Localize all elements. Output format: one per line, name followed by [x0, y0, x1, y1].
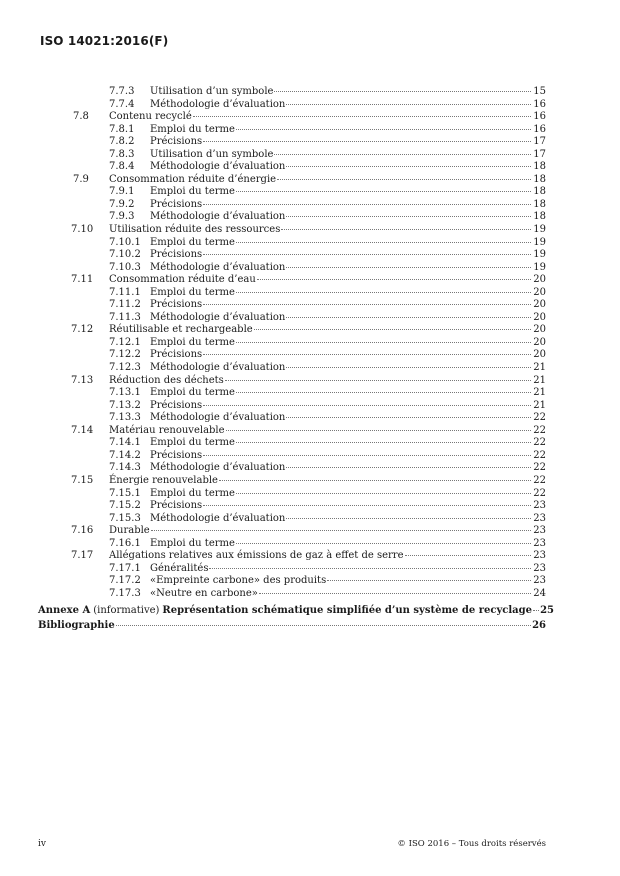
toc-entry-page-number: 22 [533, 462, 546, 474]
toc-entry[interactable] [38, 199, 546, 212]
toc-entry-title: Précisions [150, 299, 203, 311]
toc-entry-number: 7.13.1 [109, 387, 141, 399]
dot-leader [203, 204, 531, 205]
toc-entry-number: 7.15.2 [109, 500, 141, 512]
toc-entry-number: 7.13 [71, 374, 94, 386]
toc-entry-page-number: 20 [533, 349, 546, 361]
toc-entry-title: Méthodologie d’évaluation [150, 462, 286, 474]
toc-entry[interactable] [38, 588, 546, 601]
toc-entry-title: Précisions [150, 500, 203, 512]
dot-leader [203, 505, 531, 506]
dot-leader [236, 493, 531, 494]
toc-entry-page-number: 22 [533, 437, 546, 449]
dot-leader [259, 593, 531, 594]
toc-entry-number: 7.7.3 [109, 86, 135, 97]
toc-entry-title: Consommation réduite d’eau [109, 274, 256, 286]
dot-leader [236, 292, 531, 293]
toc-entry-page-number: 19 [533, 224, 546, 236]
toc-entry-title: Méthodologie d’évaluation [150, 412, 286, 424]
dot-leader [209, 568, 531, 569]
table-of-contents [38, 86, 554, 634]
toc-entry-page-number: 21 [533, 374, 546, 386]
toc-entry-title: Emploi du terme [150, 487, 235, 499]
toc-entry-page-number: 19 [533, 261, 546, 273]
dot-leader [203, 455, 531, 456]
document-id-header: ISO 14021:2016(F) [40, 34, 169, 48]
toc-entry-title: Méthodologie d’évaluation [150, 211, 286, 223]
toc-entry-title: Emploi du terme [150, 437, 235, 449]
toc-entry-number: 7.11.1 [109, 286, 141, 298]
toc-entry[interactable] [38, 538, 546, 551]
toc-entry-page-number: 21 [533, 362, 546, 374]
toc-entry-title: Précisions [150, 349, 203, 361]
dot-leader [533, 610, 539, 611]
toc-entry[interactable] [38, 563, 546, 576]
toc-entry[interactable] [38, 149, 546, 162]
toc-entry-page-number: 18 [533, 186, 546, 198]
toc-entry-title: Précisions [150, 449, 203, 461]
toc-entry-page-number: 23 [533, 562, 546, 574]
dot-leader [254, 329, 531, 330]
toc-entry-number: 7.13.2 [109, 399, 141, 411]
dot-leader [219, 480, 531, 481]
toc-entry[interactable] [38, 287, 546, 300]
toc-entry[interactable] [38, 237, 546, 250]
toc-entry-number: 7.10 [71, 224, 94, 236]
toc-entry-title: Réduction des déchets [109, 374, 224, 386]
toc-entry-number: 7.8.3 [109, 148, 135, 160]
toc-entry[interactable] [38, 575, 546, 588]
toc-entry[interactable] [38, 124, 546, 137]
toc-entry[interactable] [38, 550, 546, 563]
toc-entry-number: 7.14.3 [109, 462, 141, 474]
toc-entry-page-number: 16 [533, 111, 546, 123]
toc-entry-number: 7.8.1 [109, 123, 135, 135]
toc-entry-page-number: 22 [533, 424, 546, 436]
dot-leader [203, 304, 531, 305]
toc-entry-number: 7.16 [71, 525, 94, 537]
annex-page-number: 25 [540, 605, 554, 617]
toc-entry-number: 7.12.2 [109, 349, 141, 361]
dot-leader [274, 154, 531, 155]
dot-leader [286, 104, 531, 105]
toc-entry-title: Emploi du terme [150, 286, 235, 298]
toc-entry-number: 7.7.4 [109, 98, 135, 110]
toc-entry-number: 7.10.1 [109, 236, 141, 248]
toc-entry[interactable] [38, 513, 546, 526]
toc-entry-title: Énergie renouvelable [109, 474, 218, 486]
toc-entry[interactable] [38, 174, 546, 187]
toc-entry-number: 7.9.1 [109, 186, 135, 198]
toc-entry-title: Précisions [150, 249, 203, 261]
toc-entry-number: 7.17 [71, 550, 94, 562]
toc-entry[interactable] [38, 387, 546, 400]
dot-leader [286, 518, 531, 519]
toc-entry-title: Emploi du terme [150, 236, 235, 248]
toc-entry-title: Méthodologie d’évaluation [150, 311, 286, 323]
toc-entry-number: 7.12.3 [109, 362, 141, 374]
dot-leader [286, 317, 531, 318]
toc-entry-number: 7.17.1 [109, 562, 141, 574]
dot-leader [116, 625, 531, 626]
toc-entry-page-number: 15 [533, 86, 546, 97]
toc-entry-page-number: 20 [533, 311, 546, 323]
toc-entry[interactable] [38, 450, 546, 463]
toc-entry-page-number: 16 [533, 123, 546, 135]
toc-entry-page-number: 17 [533, 148, 546, 160]
toc-entry[interactable] [38, 262, 546, 275]
toc-entry[interactable] [38, 324, 546, 337]
toc-entry-page-number: 23 [533, 512, 546, 524]
toc-entry-page-number: 23 [533, 525, 546, 537]
toc-entry[interactable] [38, 86, 546, 99]
toc-entry[interactable] [38, 437, 546, 450]
toc-entry-title: Emploi du terme [150, 186, 235, 198]
dot-leader [281, 229, 531, 230]
toc-entry[interactable] [38, 525, 546, 538]
footer-page-number: iv [38, 839, 46, 849]
toc-entry-title: Utilisation d’un symbole [150, 86, 274, 97]
toc-entry[interactable] [38, 161, 546, 174]
toc-entry-title: Contenu recyclé [109, 111, 192, 123]
dot-leader [286, 367, 531, 368]
dot-leader [286, 166, 531, 167]
toc-entry-page-number: 23 [533, 550, 546, 562]
toc-entries [38, 86, 546, 600]
annex-informative-note: (informative) [93, 605, 160, 617]
toc-entry-title: Allégations relatives aux émissions de gaz à effet de serre [109, 550, 404, 562]
dot-leader [236, 342, 531, 343]
dot-leader [236, 543, 531, 544]
dot-leader [225, 380, 531, 381]
toc-entry[interactable] [38, 186, 546, 199]
annex-title: Représentation schématique simplifiée d’un système de recyclage [162, 605, 532, 617]
toc-entry-number: 7.12.1 [109, 336, 141, 348]
toc-entry[interactable] [38, 299, 546, 312]
toc-entry-page-number: 22 [533, 487, 546, 499]
toc-entry-page-number: 22 [533, 449, 546, 461]
dot-leader [236, 242, 531, 243]
toc-entry-number: 7.11.2 [109, 299, 141, 311]
toc-entry-number: 7.14.1 [109, 437, 141, 449]
dot-leader [286, 467, 531, 468]
toc-entry[interactable] [38, 274, 546, 287]
toc-entry[interactable] [38, 337, 546, 350]
annex-number: Annexe A [38, 605, 91, 617]
toc-entry-title: Emploi du terme [150, 336, 235, 348]
toc-entry[interactable] [38, 375, 546, 388]
toc-entry-title: Méthodologie d’évaluation [150, 362, 286, 374]
toc-entry[interactable] [38, 111, 546, 124]
toc-entry-number: 7.9.3 [109, 211, 135, 223]
toc-entry-page-number: 17 [533, 136, 546, 148]
dot-leader [203, 254, 531, 255]
dot-leader [286, 417, 531, 418]
footer-copyright: © ISO 2016 – Tous droits réservés [397, 839, 546, 849]
toc-entry-number: 7.9.2 [109, 198, 135, 210]
toc-entry-page-number: 18 [533, 161, 546, 173]
toc-entry[interactable] [38, 475, 546, 488]
toc-entry-title: Méthodologie d’évaluation [150, 261, 286, 273]
toc-entry-title: «Empreinte carbone» des produits [150, 575, 327, 587]
toc-entry-number: 7.15 [71, 474, 94, 486]
dot-leader [257, 279, 531, 280]
toc-entry-number: 7.17.3 [109, 587, 141, 599]
toc-entry-page-number: 16 [533, 98, 546, 110]
dot-leader [274, 91, 531, 92]
toc-entry-page-number: 20 [533, 336, 546, 348]
toc-entry-page-number: 18 [533, 211, 546, 223]
toc-entry[interactable] [38, 224, 546, 237]
dot-leader [203, 405, 531, 406]
dot-leader [277, 179, 531, 180]
toc-entry-page-number: 20 [533, 286, 546, 298]
toc-entry-annex-a[interactable] [38, 604, 554, 618]
toc-entry-title: Utilisation réduite des ressources [109, 224, 281, 236]
toc-entry-title: «Neutre en carbone» [150, 587, 258, 599]
toc-entry[interactable] [38, 500, 546, 513]
dot-leader [236, 392, 531, 393]
toc-entry-title: Emploi du terme [150, 537, 235, 549]
toc-entry-title: Durable [109, 525, 150, 537]
toc-entry[interactable] [38, 136, 546, 149]
toc-entry-page-number: 19 [533, 236, 546, 248]
toc-entry-title: Consommation réduite d’énergie [109, 173, 277, 185]
toc-entry-page-number: 20 [533, 324, 546, 336]
toc-entry-page-number: 24 [533, 587, 546, 599]
toc-entry[interactable] [38, 462, 546, 475]
toc-entry-page-number: 18 [533, 173, 546, 185]
toc-entry[interactable] [38, 362, 546, 375]
dot-leader [286, 267, 531, 268]
toc-entry-page-number: 22 [533, 474, 546, 486]
toc-entry-page-number: 23 [533, 575, 546, 587]
dot-leader [203, 354, 531, 355]
toc-entry-number: 7.14 [71, 424, 94, 436]
toc-entry-page-number: 20 [533, 274, 546, 286]
toc-entry-title: Généralités [150, 562, 209, 574]
dot-leader [236, 129, 531, 130]
toc-entry[interactable] [38, 99, 546, 112]
dot-leader [236, 191, 531, 192]
toc-entry-number: 7.11 [71, 274, 94, 286]
bibliography-page-number: 26 [532, 620, 546, 632]
toc-entry-number: 7.15.1 [109, 487, 141, 499]
toc-entry[interactable] [38, 425, 546, 438]
toc-entry[interactable] [38, 400, 546, 413]
toc-entry-number: 7.11.3 [109, 311, 141, 323]
dot-leader [236, 442, 531, 443]
toc-entry[interactable] [38, 312, 546, 325]
dot-leader [226, 430, 531, 431]
toc-entry-page-number: 18 [533, 198, 546, 210]
toc-entry-number: 7.17.2 [109, 575, 141, 587]
toc-entry-number: 7.8 [73, 111, 89, 123]
dot-leader [203, 141, 531, 142]
toc-entry[interactable] [38, 412, 546, 425]
toc-entry-title: Emploi du terme [150, 387, 235, 399]
toc-entry-page-number: 20 [533, 299, 546, 311]
dot-leader [151, 530, 531, 531]
toc-entry-title: Méthodologie d’évaluation [150, 161, 286, 173]
bibliography-title: Bibliographie [38, 620, 115, 632]
toc-entry[interactable] [38, 349, 546, 362]
toc-entry-page-number: 21 [533, 399, 546, 411]
toc-entry-page-number: 22 [533, 412, 546, 424]
dot-leader [327, 580, 531, 581]
toc-entry-page-number: 21 [533, 387, 546, 399]
dot-leader [193, 116, 531, 117]
toc-entry-title: Précisions [150, 136, 203, 148]
toc-entry-page-number: 23 [533, 537, 546, 549]
toc-entry-bibliography[interactable] [38, 618, 546, 634]
toc-entry-title: Méthodologie d’évaluation [150, 98, 286, 110]
toc-entry-page-number: 23 [533, 500, 546, 512]
toc-entry[interactable] [38, 249, 546, 262]
toc-entry-number: 7.8.4 [109, 161, 135, 173]
toc-entry-title: Utilisation d’un symbole [150, 148, 274, 160]
dot-leader [405, 555, 531, 556]
toc-entry[interactable] [38, 488, 546, 501]
toc-entry-title: Méthodologie d’évaluation [150, 512, 286, 524]
toc-entry-title: Précisions [150, 399, 203, 411]
toc-entry-number: 7.15.3 [109, 512, 141, 524]
toc-entry-number: 7.13.3 [109, 412, 141, 424]
toc-entry-number: 7.9 [73, 173, 89, 185]
toc-entry-title: Emploi du terme [150, 123, 235, 135]
dot-leader [286, 216, 531, 217]
toc-entry-title: Matériau renouvelable [109, 424, 225, 436]
toc-entry-title: Précisions [150, 198, 203, 210]
toc-entry-number: 7.10.2 [109, 249, 141, 261]
toc-entry-number: 7.12 [71, 324, 94, 336]
toc-entry-number: 7.14.2 [109, 449, 141, 461]
toc-entry-page-number: 19 [533, 249, 546, 261]
toc-entry-number: 7.10.3 [109, 261, 141, 273]
toc-entry-number: 7.8.2 [109, 136, 135, 148]
toc-entry-number: 7.16.1 [109, 537, 141, 549]
toc-entry-title: Réutilisable et rechargeable [109, 324, 253, 336]
toc-entry[interactable] [38, 211, 546, 224]
